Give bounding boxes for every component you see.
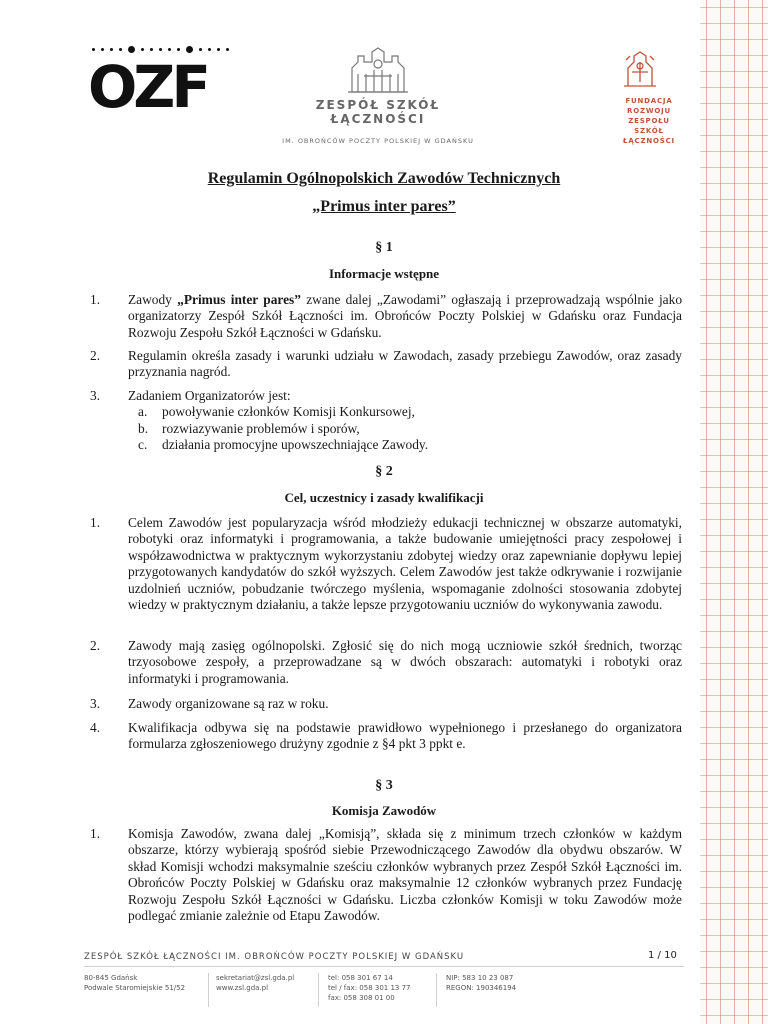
foundation-line: SZKÓŁ (634, 127, 664, 135)
footer-email-link[interactable]: sekretariat@zsl.gda.pl (216, 974, 295, 982)
document-subtitle: „Primus inter pares” (312, 198, 456, 215)
sub-item-letter: a. (138, 404, 148, 420)
sub-item (128, 404, 682, 420)
item-text: Celem Zawodów jest popularyzacja wśród młodzieży edukacji technicznej w obszarze automatyki, robotyki oraz informatyki i programowania, a także budowanie umiejętności pracy zespołowej i współzawodnictwa w praktycznym wykorzystaniu zdobytej wiedzy oraz zapewnianie dopływu lepiej przygotowanych kandydatów do szkół wyższych. Celem Zawodów jest także odkrywanie i rozwijanie uzdolnień uczniów, pobudzanie twórczego myślenia, wspomaganie zdolności stosowania zdobytej wiedzy w praktycznym działaniu, a także lepsze przygotowaniu uczniów do wykonywania zawodu. (128, 515, 682, 613)
ozf-logo (88, 48, 229, 121)
footer-phone: tel / fax: 058 301 13 77 (328, 984, 411, 992)
footer-address-line: Podwale Staromiejskie 51/52 (84, 984, 186, 992)
footer-contact (216, 973, 294, 993)
item-text: Regulamin określa zasady i warunki udziału w Zawodach, zasady przebiegu Zawodów, oraz zasady przyznania nagród. (128, 348, 682, 380)
item-number: 2. (90, 638, 101, 653)
school-subtitle: IM. OBROŃCÓW POCZTY POLSKIEJ W GDAŃSKU (282, 137, 474, 145)
item-number: 1. (90, 292, 101, 307)
list-item (86, 826, 682, 924)
section-title: Komisja Zawodów (331, 803, 437, 818)
section-title: Informacje wstępne (328, 266, 440, 281)
footer-web-link[interactable]: www.zsl.gda.pl (216, 984, 269, 992)
sub-item-text: powoływanie członków Komisji Konkursowej, (162, 404, 415, 420)
footer-phone: fax: 058 308 01 00 (328, 994, 395, 1002)
item-text (128, 292, 682, 341)
foundation-line: ŁĄCZNOŚCI (623, 137, 675, 145)
footer-column-divider (208, 973, 209, 1007)
sub-item-text: rozwiazywanie problemów i sporów, (162, 420, 360, 436)
item-text: Zawody mają zasięg ogólnopolski. Zgłosić się do nich mogą uczniowie szkół średnich, tworząc trzyosobowe zespoły, a przeprowadzane są w dwóch obszarach: automatyki i robotyki oraz informatyki i programowania. (128, 638, 682, 686)
foundation-line: FUNDACJA (625, 97, 673, 105)
item-text: Zawody organizowane są raz w roku. (128, 696, 329, 711)
list-item (86, 515, 682, 613)
item-number: 4. (90, 720, 101, 735)
section-title: Cel, uczestnicy i zasady kwalifikacji (284, 490, 484, 505)
footer-organization: ZESPÓŁ SZKÓŁ ŁĄCZNOŚCI IM. OBROŃCÓW POCZTY POLSKIEJ W GDAŃSKU (84, 952, 465, 962)
item-number: 3. (90, 388, 101, 403)
item-number: 2. (90, 348, 101, 363)
footer-column-divider (436, 973, 437, 1007)
sub-item-text: działania promocyjne upowszechniające Zawody. (162, 437, 429, 453)
sub-item (128, 421, 682, 437)
foundation-line: ZESPOŁU (628, 117, 670, 125)
section-number: § 3 (375, 778, 393, 793)
list-item (86, 696, 682, 712)
school-name (280, 98, 476, 126)
footer-phones (328, 973, 411, 1003)
item-text-part: Zawody (128, 292, 178, 307)
footer-registry (446, 973, 516, 993)
footer-phone: tel: 058 301 67 14 (328, 974, 393, 982)
item-number: 1. (90, 515, 101, 530)
footer-divider (84, 966, 684, 967)
item-number: 3. (90, 696, 101, 711)
list-item (86, 638, 682, 687)
item-number: 1. (90, 826, 101, 841)
sub-item-letter: b. (138, 420, 149, 436)
page-number: 1 / 10 (648, 950, 677, 961)
foundation-name (610, 96, 688, 146)
item-text: Komisja Zawodów, zwana dalej „Komisją”, składa się z minimum trzech członków w każdym obszarze, którzy wybierają spośród siebie Przewodniczącego Zawodów dla obydwu obszarów. W skład Komisji wchodzi maksymalnie sześciu członków wybranych przez Zespół Szkół Łączności im. Obrońców Poczty Polskiej w Gdańsku oraz maksymalnie 12 członków wybranych przez Fundację Rozwoju Zespołu Szkół Łączności w Gdańsku. Liczba członków Komisji w toku Zawodów może podlegać zmianie zależnie od Etapu Zawodów. (128, 826, 682, 924)
section-number: § 2 (375, 464, 393, 479)
sub-item (128, 437, 682, 453)
item-text: Kwalifikacja odbywa się na podstawie prawidłowo wypełnionego i przesłanego do organizatora formularza zgłoszeniowego drużyny zgodnie z §4 pkt 3 ppkt e. (128, 720, 682, 752)
list-item (86, 720, 682, 753)
footer-address (84, 973, 185, 993)
ozf-logo-text: OZF (88, 53, 207, 121)
list-item (86, 292, 682, 341)
foundation-emblem-icon (620, 48, 660, 92)
sub-item-letter: c. (138, 437, 148, 453)
section-number: § 1 (375, 240, 393, 255)
footer-regon: REGON: 190346194 (446, 984, 517, 992)
letterhead (0, 0, 700, 160)
school-emblem-icon (344, 46, 412, 98)
footer-nip: NIP: 583 10 23 087 (446, 974, 514, 982)
item-text-part: zwane dalej „Zawodami” ogłaszają i przeprowadzają wspólnie jako organizatorzy Zespół Szkół Łączności im. Obrońców Poczty Polskiej w Gdańsku oraz Fundacja Rozwoju Zespołu Szkół Łączności w Gdańsku. (128, 292, 683, 340)
item-text-bold: „Primus inter pares” (177, 292, 301, 307)
decorative-side-pattern (700, 0, 768, 1024)
item-text: Zadaniem Organizatorów jest: (128, 388, 291, 403)
school-name-line1: ZESPÓŁ SZKÓŁ (315, 98, 441, 112)
list-item (86, 388, 682, 454)
footer-column-divider (318, 973, 319, 1007)
list-item (86, 348, 682, 381)
document-title: Regulamin Ogólnopolskich Zawodów Technicznych (207, 170, 561, 187)
footer-address-line: 80-845 Gdańsk (84, 974, 138, 982)
school-name-line2: ŁĄCZNOŚCI (330, 112, 426, 126)
foundation-line: ROZWOJU (627, 107, 671, 115)
